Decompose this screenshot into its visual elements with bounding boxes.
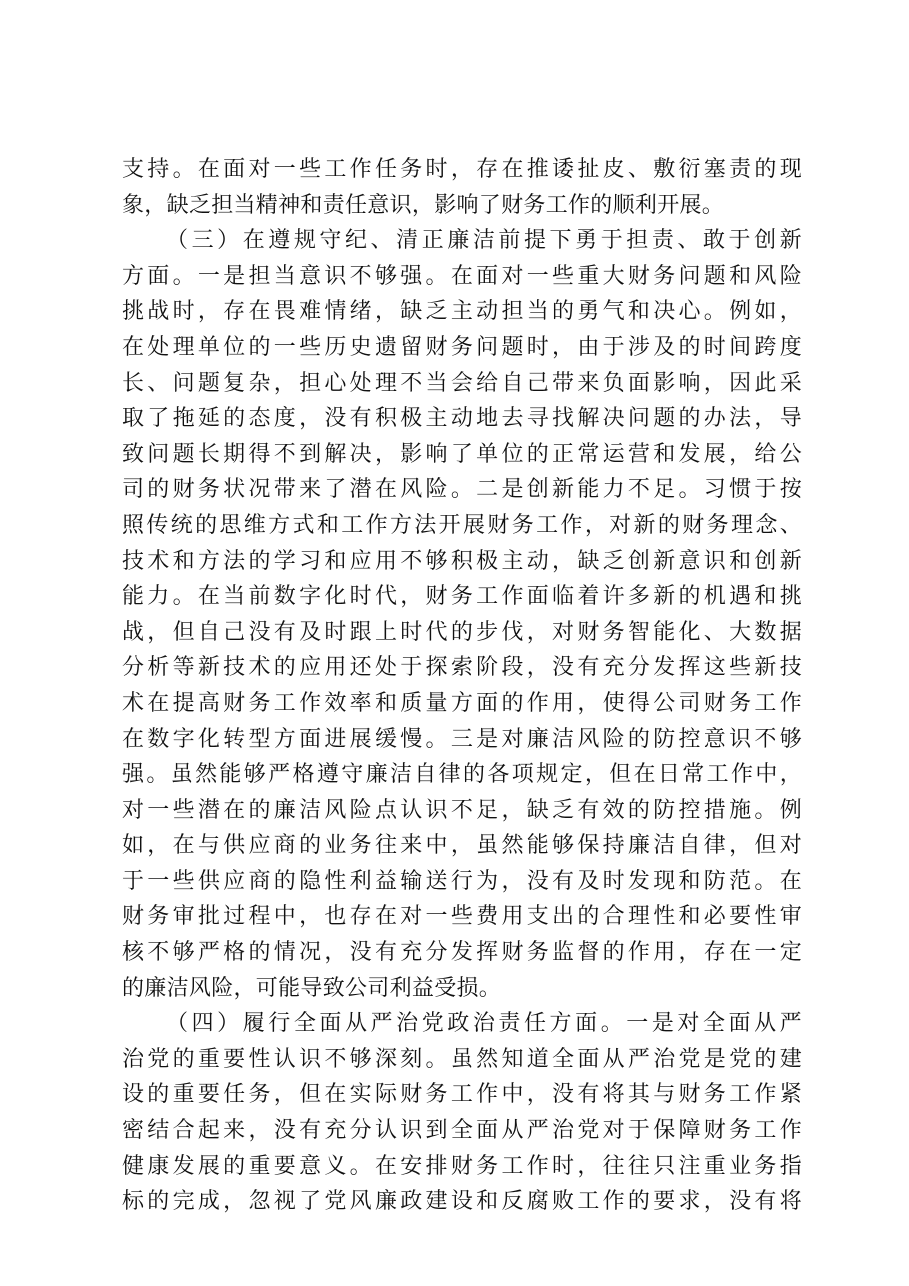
- text-line: 挑战时，存在畏难情绪，缺乏主动担当的勇气和决心。例如，: [122, 299, 802, 325]
- text-line: 设的重要任务，但在实际财务工作中，没有将其与财务工作紧: [122, 1082, 802, 1108]
- text-line: 致问题长期得不到解决，影响了单位的正常运营和发展，给公: [122, 441, 802, 467]
- text-line: 在数字化转型方面进展缓慢。三是对廉洁风险的防控意识不够: [122, 726, 802, 752]
- text-line: 财务审批过程中，也存在对一些费用支出的合理性和必要性审: [122, 904, 802, 930]
- text-line: 健康发展的重要意义。在安排财务工作时，往往只注重业务指: [122, 1153, 802, 1179]
- text-line: 核不够严格的情况，没有充分发挥财务监督的作用，存在一定: [122, 940, 802, 966]
- text-line: （三）在遵规守纪、清正廉洁前提下勇于担责、敢于创新: [166, 228, 802, 254]
- text-line: 照传统的思维方式和工作方法开展财务工作，对新的财务理念、: [122, 512, 802, 538]
- text-line: 如，在与供应商的业务往来中，虽然能够保持廉洁自律，但对: [122, 833, 802, 859]
- text-line: 强。虽然能够严格遵守廉洁自律的各项规定，但在日常工作中，: [122, 762, 802, 788]
- text-line: 的廉洁风险，可能导致公司利益受损。: [122, 975, 502, 1001]
- text-line: 能力。在当前数字化时代，财务工作面临着许多新的机遇和挑: [122, 584, 802, 610]
- text-line: 治党的重要性认识不够深刻。虽然知道全面从严治党是党的建: [122, 1046, 802, 1072]
- text-line: 方面。一是担当意识不够强。在面对一些重大财务问题和风险: [122, 263, 802, 289]
- text-line: （四）履行全面从严治党政治责任方面。一是对全面从严: [166, 1011, 802, 1037]
- text-line: 分析等新技术的应用还处于探索阶段，没有充分发挥这些新技: [122, 655, 802, 681]
- text-line: 司的财务状况带来了潜在风险。二是创新能力不足。习惯于按: [122, 477, 802, 503]
- text-line: 技术和方法的学习和应用不够积极主动，缺乏创新意识和创新: [122, 548, 802, 574]
- text-line: 支持。在面对一些工作任务时，存在推诿扯皮、敷衍塞责的现: [122, 157, 802, 182]
- text-line: 战，但自己没有及时跟上时代的步伐，对财务智能化、大数据: [122, 619, 802, 645]
- text-line: 对一些潜在的廉洁风险点认识不足，缺乏有效的防控措施。例: [122, 797, 802, 823]
- text-line: 长、问题复杂，担心处理不当会给自己带来负面影响，因此采: [122, 370, 802, 396]
- document-body: [122, 152, 802, 1220]
- text-line: 在处理单位的一些历史遗留财务问题时，由于涉及的时间跨度: [122, 334, 802, 360]
- text-line: 标的完成，忽视了党风廉政建设和反腐败工作的要求，没有将: [122, 1189, 802, 1215]
- text-line: 于一些供应商的隐性利益输送行为，没有及时发现和防范。在: [122, 868, 802, 894]
- text-line: 术在提高财务工作效率和质量方面的作用，使得公司财务工作: [122, 690, 802, 716]
- text-line: 取了拖延的态度，没有积极主动地去寻找解决问题的办法，导: [122, 406, 802, 432]
- text-line: 象，缺乏担当精神和责任意识，影响了财务工作的顺利开展。: [122, 192, 725, 218]
- text-line: 密结合起来，没有充分认识到全面从严治党对于保障财务工作: [122, 1118, 802, 1144]
